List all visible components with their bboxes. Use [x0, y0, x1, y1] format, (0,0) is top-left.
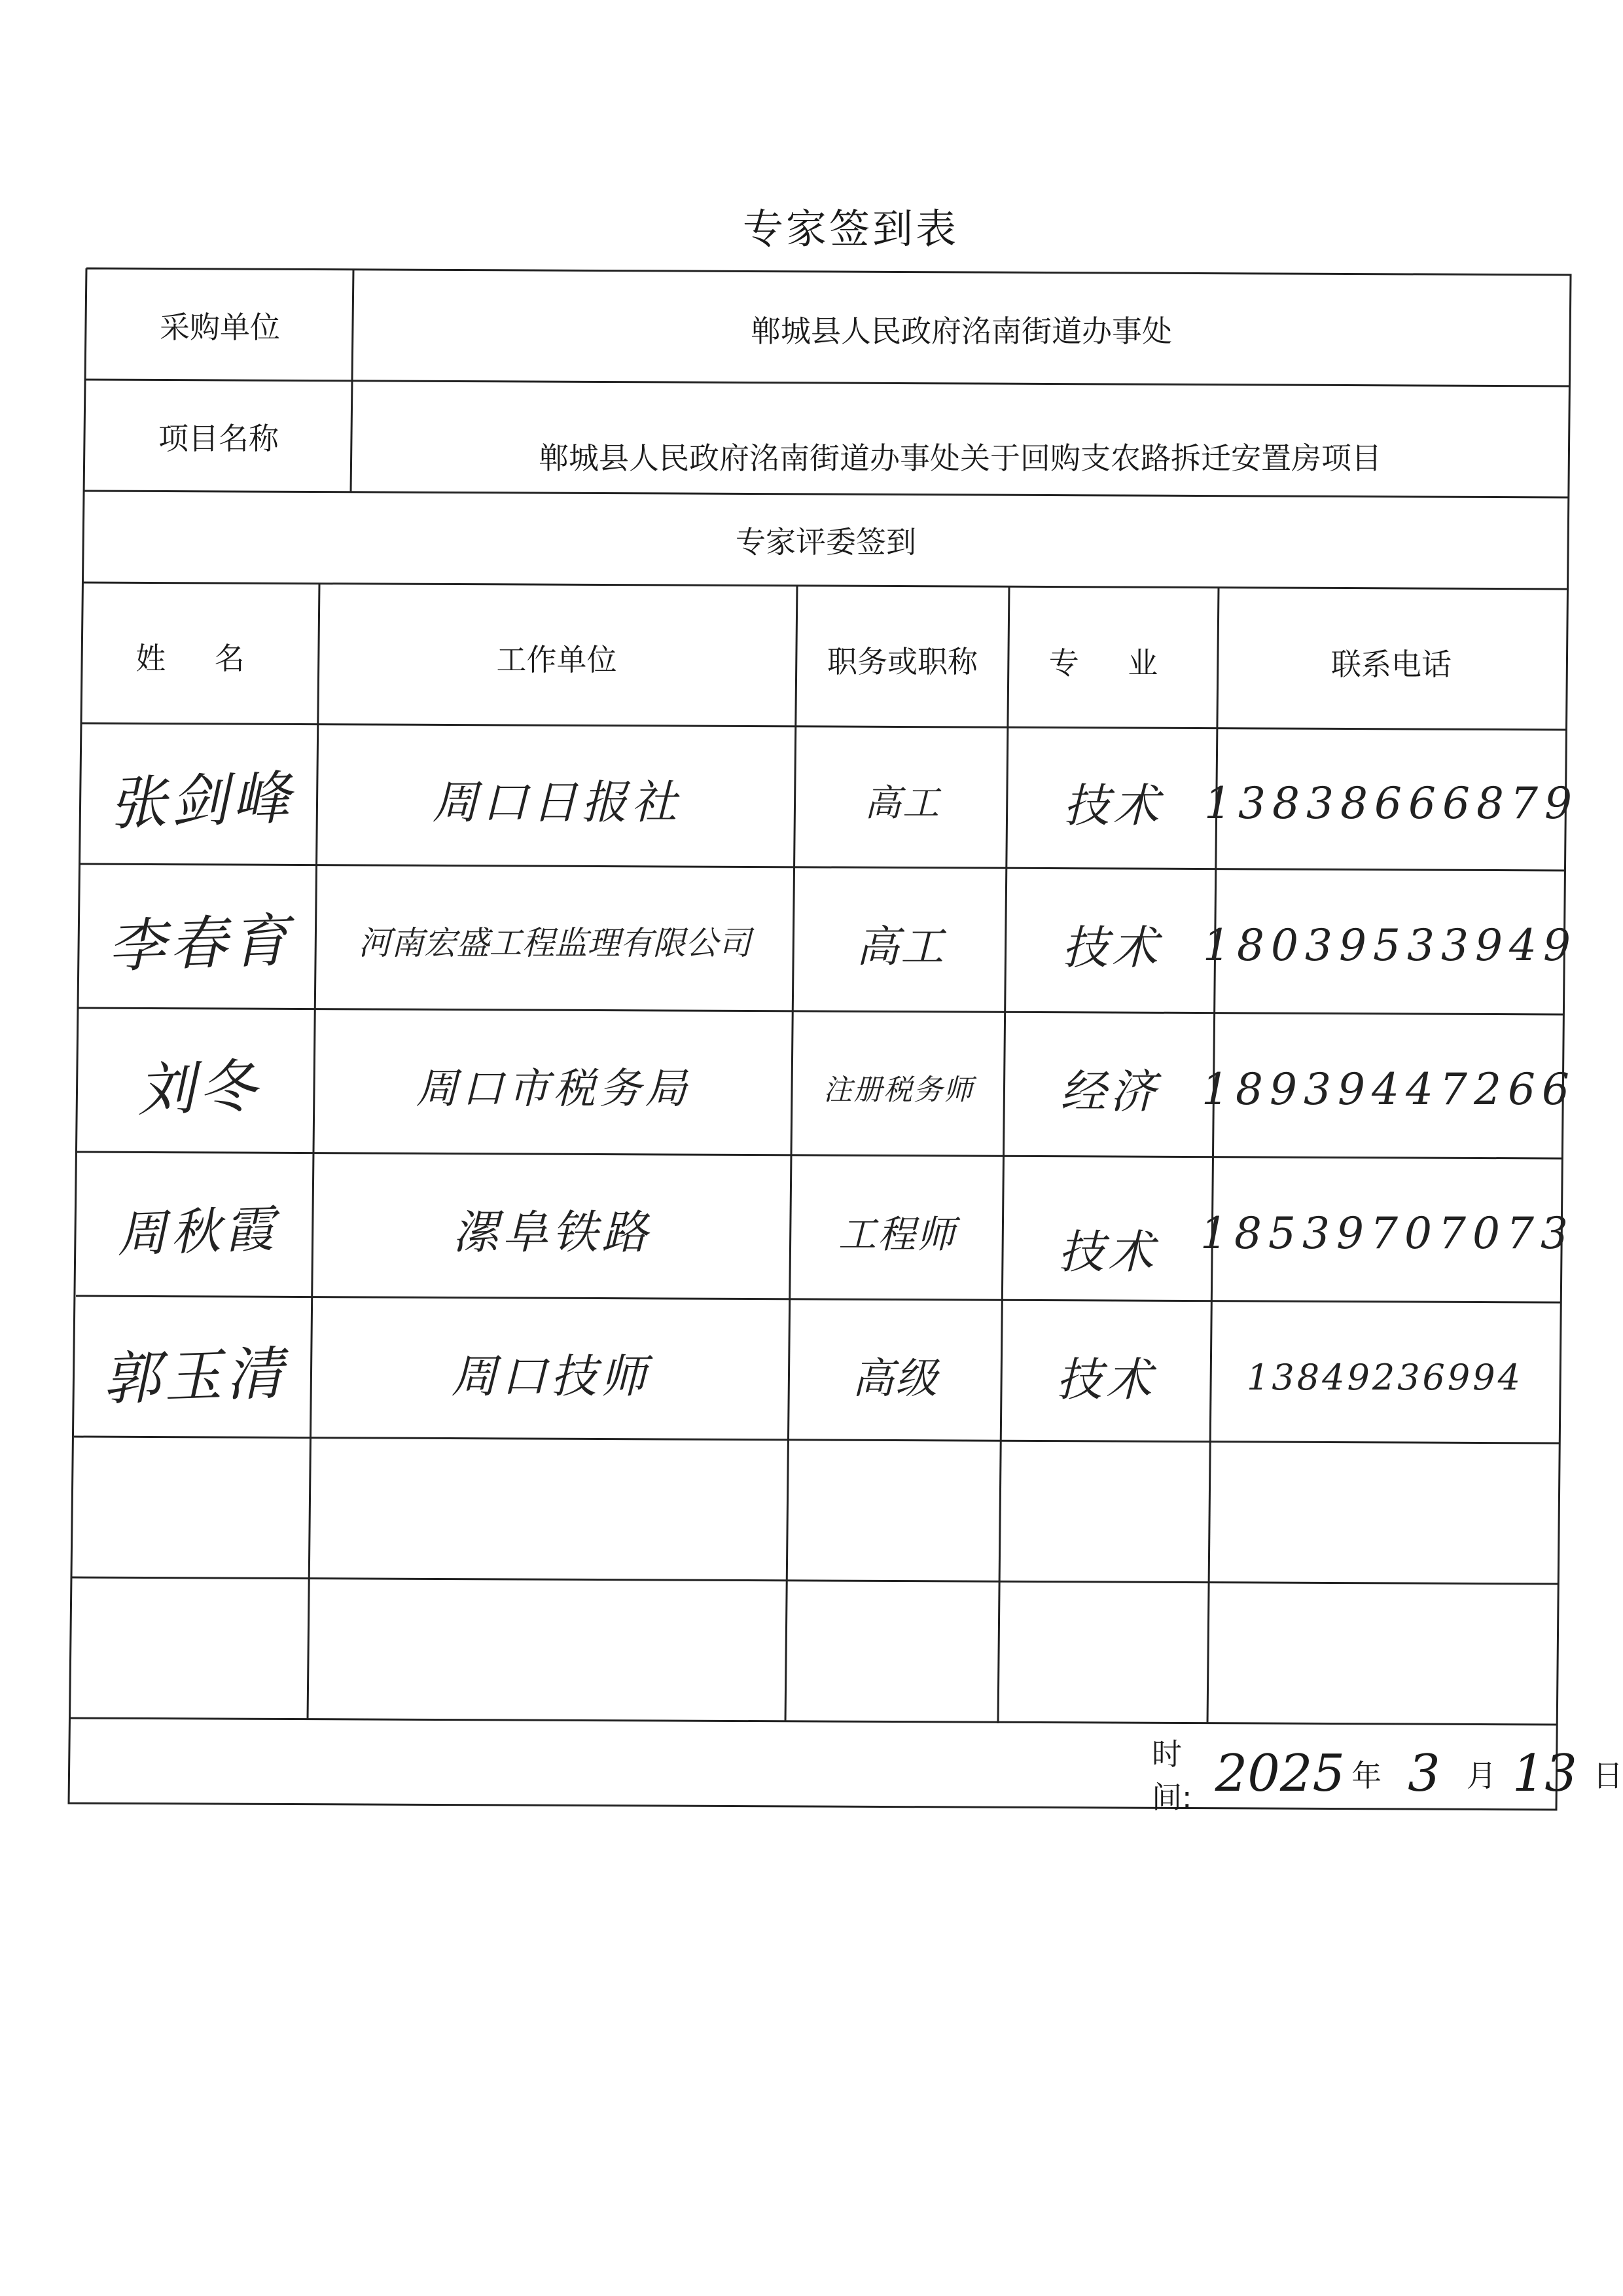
column-header-major: 专 业 [1048, 645, 1178, 681]
expert-unit: 周口市税务局 [416, 1064, 691, 1113]
expert-unit: 漯阜铁路 [452, 1206, 652, 1259]
expert-major: 技术 [1063, 778, 1163, 833]
date-month: 3 [1408, 1744, 1440, 1803]
expert-major: 技术 [1056, 1353, 1156, 1407]
expert-title: 注册税务师 [823, 1073, 974, 1107]
expert-major: 技术 [1058, 1225, 1158, 1279]
expert-name: 刘冬 [135, 1052, 262, 1124]
month-unit: 月 [1466, 1758, 1497, 1793]
expert-unit: 周口日报社 [432, 775, 681, 829]
expert-major: 经济 [1060, 1065, 1160, 1119]
column-header-unit: 工作单位 [496, 641, 617, 677]
signing-date [1152, 1736, 1623, 1815]
expert-phone: 18539707073 [1200, 1208, 1575, 1259]
expert-major: 技术 [1062, 920, 1162, 975]
procurement-value: 郸城县人民政府洺南街道办事处 [751, 314, 1172, 349]
page-title: 专家签到表 [742, 205, 959, 253]
project-value: 郸城县人民政府洺南街道办事处关于回购支农路拆迁安置房项目 [539, 440, 1382, 476]
project-label: 项目名称 [158, 421, 279, 456]
date-day: 13 [1512, 1744, 1577, 1803]
expert-title: 高工 [856, 921, 945, 972]
year-unit: 年 [1351, 1758, 1382, 1793]
procurement-label: 采购单位 [160, 310, 280, 345]
date-year: 2025 [1215, 1744, 1346, 1803]
expert-phone: 13838666879 [1204, 778, 1578, 829]
column-header-phone: 联系电话 [1331, 646, 1452, 682]
column-header-title: 职务或职称 [827, 643, 978, 679]
expert-phone: 13849236994 [1247, 1357, 1523, 1398]
section-header: 专家评委签到 [736, 524, 916, 560]
expert-phone: 18039533949 [1203, 920, 1577, 971]
expert-title: 工程师 [838, 1211, 956, 1257]
expert-unit: 河南宏盛工程监理有限公司 [358, 924, 751, 962]
expert-name: 周秋霞 [116, 1199, 279, 1264]
column-header-name: 姓 名 [135, 640, 264, 676]
expert-name: 郭玉清 [101, 1338, 289, 1413]
expert-name: 张剑峰 [107, 764, 295, 838]
day-unit: 日 [1593, 1758, 1623, 1793]
expert-name: 李春育 [106, 906, 294, 980]
expert-unit: 周口技师 [451, 1350, 651, 1403]
time-label: 时间: [1152, 1736, 1192, 1815]
expert-title: 高级 [852, 1354, 938, 1403]
expert-phone: 18939447266 [1202, 1064, 1576, 1115]
expert-title: 高工 [865, 782, 940, 825]
